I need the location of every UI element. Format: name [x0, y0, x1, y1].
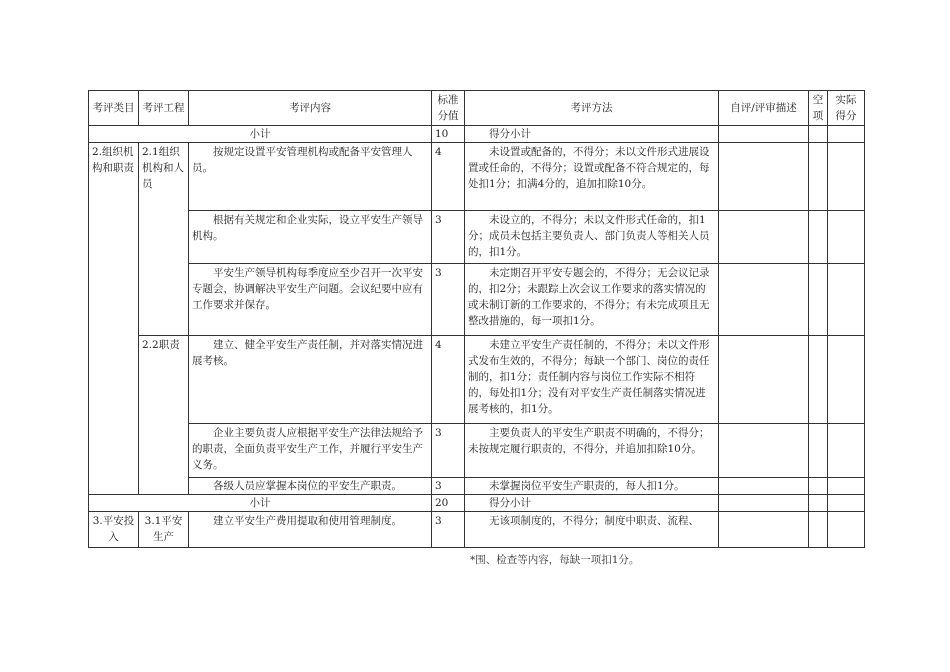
score-cell: 3: [432, 211, 465, 264]
subtotal-label: 小计: [89, 495, 432, 512]
method-overflow-line: *围、检查等内容，每缺一项扣1分。: [470, 554, 640, 566]
content-cell: 平安生产领导机构每季度应至少召开一次平安专题会，协调解决平安生产问题。会议纪要中应有工作要求并保存。: [189, 264, 432, 336]
score-cell: 4: [432, 336, 465, 424]
content-cell: 建立平安生产费用提取和使用管理制度。: [189, 512, 432, 548]
table-row: [89, 478, 865, 495]
method-cell: 未设置或配备的，不得分；未以文件形式进展设置或任命的，不得分；设置或配备不符合规定的，每处扣1分；扣满4分的，追加扣除10分。: [465, 143, 719, 211]
project-cell: 2.1组织机构和人员: [139, 143, 189, 336]
score-subtotal-label: 得分小计: [465, 495, 719, 512]
category-cell: 3.平安投入: [89, 512, 139, 548]
header-actual-score: 实际得分: [828, 91, 865, 126]
method-cell: 未定期召开平安专题会的，不得分；无会议记录的，扣2分；未跟踪上次会议工作要求的落实情况的或未制订新的工作要求的，不得分；有未完成项且无整改措施的，每一项扣1分。: [465, 264, 719, 336]
subtotal-label: 小计: [89, 126, 432, 143]
content-cell: 建立、健全平安生产责任制，并对落实情况进展考核。: [189, 336, 432, 424]
evaluation-table: [88, 90, 865, 548]
table-row: [89, 336, 865, 424]
table-row: [89, 143, 865, 211]
method-cell: 未建立平安生产责任制的，不得分；未以文件形式发布生效的，不得分；每缺一个部门、岗位的责任制的，扣1分；责任制内容与岗位工作实际不相符的，每处扣1分；没有对平安生产责任制落实情况进展考核的，扣1分。: [465, 336, 719, 424]
score-cell: 4: [432, 143, 465, 211]
header-content: 考评内容: [189, 91, 432, 126]
header-method: 考评方法: [465, 91, 719, 126]
header-self-review: 自评/评审描述: [719, 91, 809, 126]
table-row: [89, 512, 865, 548]
table-row: [89, 264, 865, 336]
content-cell: 企业主要负责人应根据平安生产法律法规给予的职责，全面负责平安生产工作，并履行平安生产义务。: [189, 424, 432, 478]
method-text: 无该项制度的，不得分；制度中职责、流程、: [489, 515, 699, 527]
table-row: [89, 424, 865, 478]
header-standard-score: 标准分值: [432, 91, 465, 126]
method-cell: 未掌握岗位平安生产职责的，每人扣1分。: [465, 478, 719, 495]
header-row: [89, 91, 865, 126]
header-vacant: 空项: [809, 91, 828, 126]
content-cell: 各级人员应掌握本岗位的平安生产职责。: [189, 478, 432, 495]
score-cell: 3: [432, 424, 465, 478]
score-cell: 3: [432, 512, 465, 548]
score-cell: 3: [432, 264, 465, 336]
method-cell: [465, 512, 719, 548]
project-cell: 3.1平安生产: [139, 512, 189, 548]
subtotal-row-2: [89, 495, 865, 512]
header-category: 考评类目: [89, 91, 139, 126]
table-row: [89, 211, 865, 264]
subtotal-score: 20: [432, 495, 465, 512]
subtotal-score: 10: [432, 126, 465, 143]
method-cell: 未设立的，不得分；未以文件形式任命的，扣1分；成员未包括主要负责人、部门负责人等相关人员的，扣1分。: [465, 211, 719, 264]
score-subtotal-label: 得分小计: [465, 126, 719, 143]
content-cell: 按规定设置平安管理机构或配备平安管理人员。: [189, 143, 432, 211]
category-cell: 2.组织机构和职责: [89, 143, 139, 495]
subtotal-row-1: [89, 126, 865, 143]
method-cell: 主要负责人的平安生产职责不明确的，不得分；未按规定履行职责的，不得分，并追加扣除10分。: [465, 424, 719, 478]
score-cell: 3: [432, 478, 465, 495]
project-cell: 2.2职责: [139, 336, 189, 495]
header-project: 考评工程: [139, 91, 189, 126]
content-cell: 根据有关规定和企业实际，设立平安生产领导机构。: [189, 211, 432, 264]
